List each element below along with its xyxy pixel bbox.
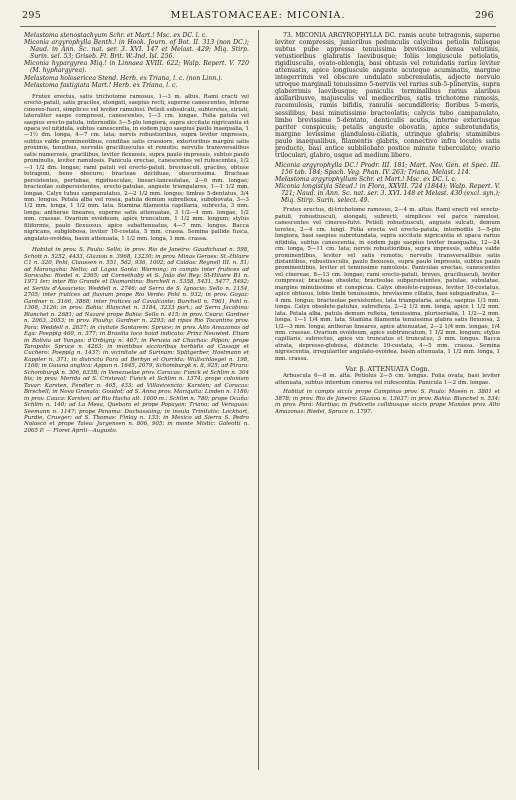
species-number: 73. [283,32,293,39]
habitat-paragraph: Habitat in campis siccis prope Campinas prov. S. Paulo: Mosén n. 3801 et 3878; in prov. Rio de Janeiro: Glaziou n. 13637; in prov. Bahia: Blanchet n. 534; in prov. Pará: Martius; in fruticetis callibusque siccis prope Manáos prov. Alto Amazonas: Riedel, Spruce n. 1797. [275,389,500,415]
synonym-entry: Melastoma stenostachyum Schr. et Mart.! Msc. ex DC. l. c. [24,32,208,39]
page-header [22,10,494,24]
species-name: MICONIA ARGYROPHYLLA DC. [295,32,397,39]
right-page-number: 296 [474,10,494,21]
variety-description: Arbuscula 6—8 m. alta. Petiolus 2—5 cm. longus. Folia ovata, basi leviter attenuata, subtus interdum cinerea vel rufescentia. Panicula 1—2 dm. longae. [275,373,500,386]
variety-title: Var. β. ATTENUATA Cogn. [345,365,430,374]
latin-diagnosis: ramis acute tetragonis, superne leviter compressis, junioribus pedunculis calycibus petiolis foliisque subtus pube appressa tenuissima brevissima densa velutinis, vetustioribus glabratis laevibusque; foliis longiuscule petiolatis, rigidiusculis, ovato-oblongis, basi obtusis vel rotundatis rarius leviter attenuatis, apice longiuscule anguste acuteque acuminatis, margine integerrimis vel obscure undulato subcrenulatis, adjecto nervulo utroque marginali tenuissimo 5-nerviis vel rarius sub-5-plinerviis, supra glaberrimis laevibusque; paniculis terminalibus rarius alaribus axillaribusve, majusculis vel mediocribus, satis trichotome ramosis, racemulosis, ramis bifidis, ramulis secundifloris; floribus 5-meris, sessilibus, basi minutissime bracteolatis; calycis tubo campanulato, limbo brevissime 5-dentato, denticulis acutis, interne exteriusque pariter conspicuis; petalis anguste obovatis, apice subrotundatis, margine levissime glandulosu-ciliatis, utrinque glabris; staminibus paulo inaequalibus, filamentis glabris, connectivo infra loculos satis producto, basi antice subbilobato postice minute tuberculato; ovario triloculari, glabro, usque ad medium libero. [275,32,500,159]
species-diagnosis [275,32,500,159]
synonym-entry: Miconia longistyla Steud.! in Flora, XXVII. 724 (1844); Walp. Repert. V. 721; Naud. in Ann. Sc. nat. ser. 3. XVI. 148 et Melast. 430 (excl. syn.); Miq. Stirp. Surin. select. 49. [275,183,500,205]
column-divider [258,30,259,770]
running-title: MELASTOMACEAE: MICONIA. [170,10,346,21]
synonym-entry: Melastoma fastigiata Mart.! Herb. ex Triana, l. c. [24,81,178,89]
synonym-entry: Miconia hypargyrea Miq.! in Linnaea XVIII. 622; Walp. Repert. V. 720 (M. hyphargyrea). [24,60,249,75]
left-column [24,32,249,792]
habitat-paragraph: Habitat in prov. S. Paulo: Sello; in prov. Rio de Janeiro: Gaudichaud n. 598, Schott n. 5252, 4433, Glaziou n. 3968, 13230; in prov. Minas Geraes: St.-Hilaire C1 n. 320, Pohl, Claussen n. 551, 562, 936, 1002; ad Caldas: Regnell III. n. 51; ad Marangaba: Netto; ad Lagoa Santa: Warming; in campis inter frutices ad Sorocaba: Riedel n. 2365; ad Cornethaby et S. João del Rey: St-Hilaire B1 n. 1971 ter; inter Rio Grande et Diamantina: Burchell n. 5358, 5431, 5477, 5492; et Serilis d'Assucieio: Weddell n. 2746; ad Serra de S. Ignacio: Sello n. 1154, 2705; inter frutices ad fluvium prope Rio Verde: Pohl n. 932; in prov. Goyaz: Gardner n. 3166, 3868; inter frutices ad Cavalcante: Burchell n. 7961, Pohl n. 1308, 3126; in prov. Bahia: Blanchet n. 3184, 3233 part.; ad Serra Jacobina: Blanchet n. 2681; ad Nazaré prope Bahia: Sello n. 415; in prov. Ceara: Gardner n. 2063, 2053; in prov. Piauhy: Gardner n. 2293; ad ripas Rio Tocantins prov. Para: Weddell n. 2637; in civitate Santarem: Spruce; in prov. Alto Amazonas ad Ega: Poeppig 460, n. 377; in Brasilia loco haud indicato: Prinz Neuwied. Etiam in Bolivia ad Yungas: d'Orbigny n. 467; in Peruvia ad Chachas: Pöpon; prope Tarapoto: Spruce n. 4263; in montibus siccioribus herbidis ad Cassapi et Cuchero: Poeppig n. 1437; in vicinitate ad Surinam: Splitgerber, Hostmann et Kappler n. 371; in districtu Para ad Berbyn et Ourrida: Wullschlaegel n. 198, 1168; in Guiana anglica: Appun n. 1645, 2079, Schomburgk n. 8, 925; ad Pirara: Schomburgk n. 306, 633B; in Venezuelae prov. Caracas: Funck et Schlim n. 304 bis; in prov. Merida ad S. Cristoval: Funck et Schlim n. 1374; prope coloniam Tovar: Karsten, Fendler n. 465, 433; ad Villavicencio: Karsten; ad Caracas: Birschell; in Nova Granata: Goudot; ad S. Anna prov. Mariquita: Linden n. 1186; in prov. Cauca: Karsten; ad Rio Hacha alt. 1600 m.: Schlim n. 780; prope Ocaña: Schlim n. 140; ad La Mesa, Quebara et prope Popayan: Triana; ad Veraguas: Seemann n. 1147; prope Panama: Duchassaing; in insula Trinitatis: Lockhart, Purdie, Crueger; ad S. Thomas: Finlay n. 133; in Mexico ad Sierra S. Pedro Nolasco et prope Talea: Jurgensen n. 806, 905; in monte Mistic: Galeotti n. 2065 P. — Floret Aprili—Augusto. [24,247,249,434]
species-description: Frutex erectus, satis trichotome ramosus, 1—3 m. altus. Rami cracti vel erecto-patuli, satis graciles, elongati, saepius recti, superne canescentes, inferne cinereo-fusci, simplices vel leviter ramulosi. Petioli subsulcati, subteretes, striati, lateraliter saepe compressi, canescentes, 1—3 cm. longae. Folia patula vel saepius erecto-patula, internodiis 3—5-plo longiora, supra siccitate nigricantia et opaca vel nitidula, subtus canescentia, in eodem jugo saepius paulo inaequalia, 1—1½ dm. longa, 4—7 cm. lata; nervis robustioribus, supra leviter impressis, subtus valde prominentibus, conditae satis crassiore, exterioribus margini satis proximis, tenuibus, nervulis graciliusculus et remotis; nervulis transversalibus satis numerosis, gracilibus, leviter flexuosis, supra paulo impressis, subtus paulo prominulis, leviter ramulosis. Panicula erectae, canescentes vel rufescentes, 1/2—1 1/2 dm. longae; rami patuli vel erecto-patuli, breviusculi, graciles, obtuse tetragoni, bene obscure; bracteae deciduae, obscurissima. Bracteae persistentes, pertubae, rigidiusculae, lineari-lanceolatae, 2—6 mm. longae; bracteolae subpersistentes, erecto-patulae, anguste triangulares, 1—1 1/2 mm. longae. Calyx tubus campanulatus, 2—2 1/2 mm. longus; limbus 5-dentatus, 3/4 mm. longus. Petala alba vel rosea, patula demum subreflexa, subobovata, 3—3 1/2 mm. longa, 1 1/2 mm. lata. Stamina filamenta capillaria, subrecta, 3 mm. longa; antherae lineares, superne satis attenuatae, 3 1/2—4 mm. longae, 1/2 mm. crassae. Ovarium ovoideum, apice truncatum, 1 1/2 mm. longum; stylus filiformis, paulo flexuosus, apice subattenuatus, 4—7 mm. longus. Bacca nigricans, subglobosa, leviter 10-costata, 5 mm. crassa. Semina pallide fusca, angulato-ovoidea, basin attenuata, 1 1/2 mm. longa, 1 mm. crassa. [24,93,249,242]
species-description: Frutex erectus, di-trichotome ramosus, 2—4 m. altus. Rami erecti vel erecto-patuli, robustiusculi, elongati, subrecti, simplices vel parce ramulosi, canescentes vel cinereo-fulvi. Petioli robustiusculi, anguste sulcati, demum teretes, 2—4 cm. longi. Folia erecta vel erecto-patula, internodiis 3—5-plo longiora, basi saepius subrotundata, supra siccitate nigricantia et opaca rarius nitidula, subtus canescentia, in eodem jugo saepius leviter inaequalia, 12—24 cm. longa, 5—11 cm. lata; nervis robustioribus, supra impressis, subtus valde prominentibus, leviter vel satis remotis; nervulis transversalibus satis distantibus, robustiusculis, paulo flexuosis, supra paulo impressis, subtus paulo prominentibus, leviter et tenuissime ramulosis. Paniculae erectae, canescentes vel cinereae, 8—13 cm. longae; rami erecto-patuli, breves, graciliusculi, leviter compressi; bracteae obsolete; bracteolae subpersistentes, patulae, subulatae, margine minutissime et conspicua. Calyx obsolete-rugosus, leviter 10-costatus, apice obtusus, lobis limbi tenuissimis, brevissime ciliatis, basi subquadratus, 2—4 mm. longus; bracteolae persistentes, lata triangularia, acuta, saepius 1/3 mm. longa. Calyx obsolete-patulus, subreflexa, 2—2 1/2 mm. longa, apice 1 1/2 mm. lata. Petala alba, patula demum reflexa, tenuissima, pluriserialia, 1 1/2—2 mm. longa, 1—1 1/4 mm. lata. Stamina filamenta tenuissima glabra satis flexuosa, 2 1/2—3 mm. longa; antherae lineares, apice attenuatae, 2—2 1/4 mm. longae, 1/4 mm. crassae. Ovarium ovoideum, apice subtruncatum, 1 1/2 mm. longum; stylus capillaris, subrectus, apice vix truncatus et truncatus, 3 mm. longus. Bacca atrata, depresso-globosa, distincte 10-costata, 4—5 mm. crassa. Semina nigrescentia, irregulariter angulato-ovoidea, basin attenuata, 1 1/2 mm. longa, 1 mm. crassa. [275,207,500,362]
synonym-entry: Miconia argyrophylla DC.! Prodr. III. 181; Mart. Nov. Gen. et Spec. III. 156 tab. 184; Spach. Veg. Phan. IV. 263; Triana, Melast. 114. [275,161,500,176]
synonym-entry: Melastoma argyrophyllum Schr. et Mart.! Msc. ex DC. l. c. [275,176,457,184]
left-page-number: 295 [22,10,42,21]
header-rule [20,26,496,27]
synonym-entry: Miconia argyrophylla Benth.! in Hook. Journ. of Bot. II. 313 (non DC.); Naud. in Ann. Sc. nat. ser. 3. XVI. 147 et Melast. 429; Miq. Stirp. Surin. sel. 53; Griseb. Fl. Brit. W.-Ind. Isl. 256. [24,39,249,61]
synonym-entry: Melastoma holosericea Stend. Herb. ex Triana, l. c. (non Linn.). [24,74,223,82]
right-column [275,32,500,792]
